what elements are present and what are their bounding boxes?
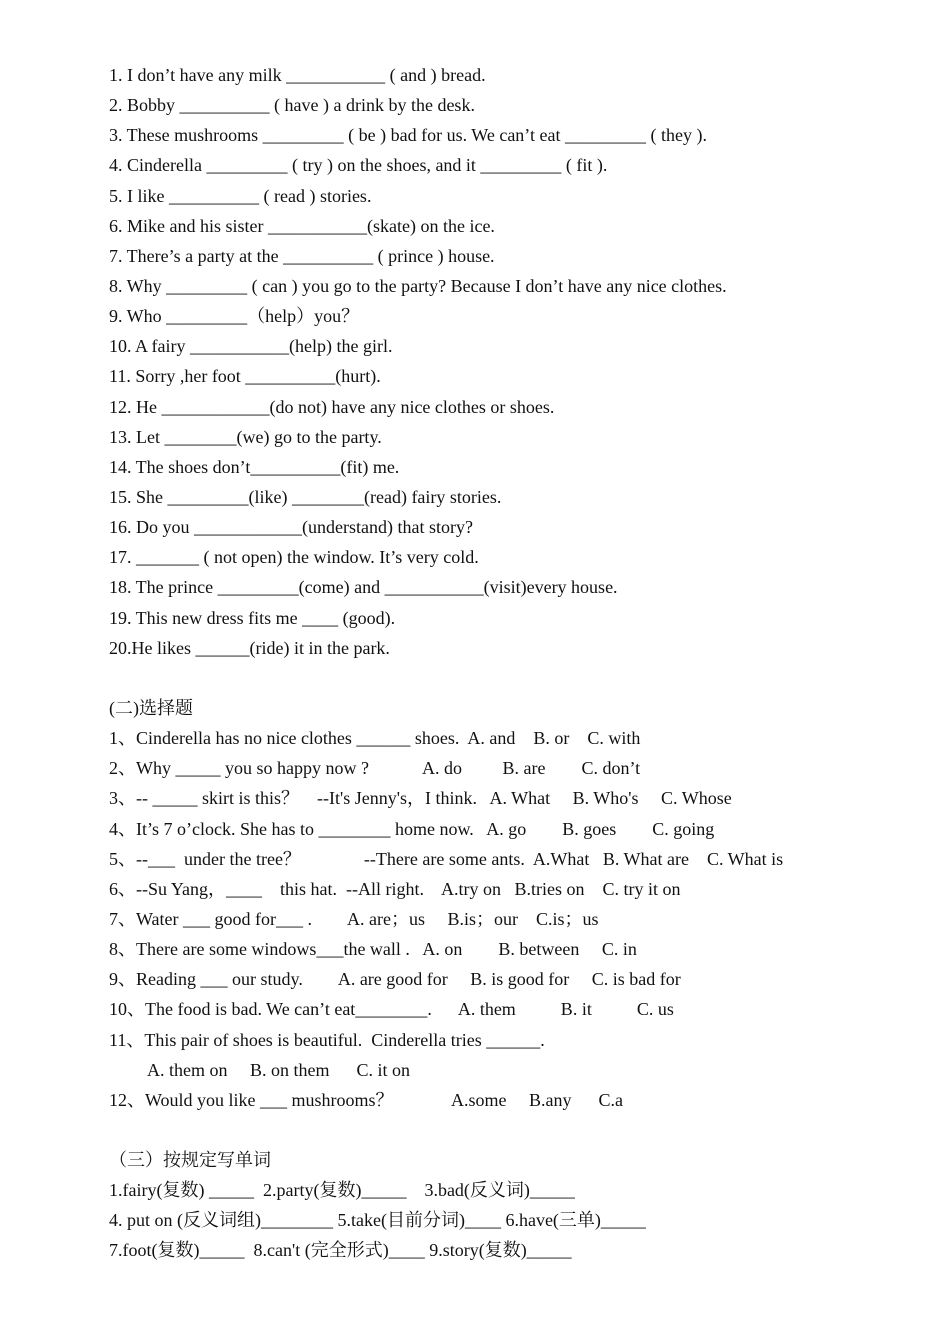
choice-question-2: 2、Why _____ you so happy now ? A. do B. are C. don’t	[109, 758, 641, 779]
section-spacer	[109, 663, 909, 693]
question-16: 16. Do you ____________(understand) that story?	[109, 517, 473, 538]
section-heading: (二)选择题	[109, 697, 193, 718]
choice-question-4: 4、It’s 7 o’clock. She has to ________ home now. A. go B. goes C. going	[109, 818, 715, 839]
multiple-choice-section	[109, 693, 909, 1115]
choice-question-3: 3、-- _____ skirt is this？ --It's Jenny's，I think. A. What B. Who's C. Whose	[109, 788, 732, 809]
choice-question-11: 11、This pair of shoes is beautiful. Cinderella tries ______.	[109, 1029, 545, 1050]
word-form-row-2: 4. put on (反义词组)________ 5.take(目前分词)____ 6.have(三单)_____	[109, 1210, 646, 1231]
question-12: 12. He ____________(do not) have any nice clothes or shoes.	[109, 396, 555, 417]
question-18: 18. The prince _________(come) and ___________(visit)every house.	[109, 577, 618, 598]
word-form-section	[109, 1145, 909, 1266]
section-heading: （三）按规定写单词	[109, 1150, 271, 1171]
word-form-row-1: 1.fairy(复数) _____ 2.party(复数)_____ 3.bad(反义词)_____	[109, 1180, 575, 1201]
choice-question-5: 5、--___ under the tree？ --There are some ants. A.What B. What are C. What is	[109, 848, 784, 869]
question-20: 20.He likes ______(ride) it in the park.	[109, 637, 390, 658]
question-5: 5. I like __________ ( read ) stories.	[109, 185, 372, 206]
choice-question-8: 8、There are some windows___the wall . A. on B. between C. in	[109, 939, 637, 960]
choice-question-6: 6、--Su Yang，____ this hat. --All right. A.try on B.tries on C. try it on	[109, 878, 681, 899]
choice-question-1: 1、Cinderella has no nice clothes ______ shoes. A. and B. or C. with	[109, 728, 641, 749]
question-2: 2. Bobby __________ ( have ) a drink by the desk.	[109, 95, 475, 116]
question-8: 8. Why _________ ( can ) you go to the party? Because I don’t have any nice clothes.	[109, 275, 727, 296]
question-10: 10. A fairy ___________(help) the girl.	[109, 336, 393, 357]
choice-question-11-options: A. them on B. on them C. it on	[147, 1059, 410, 1080]
question-1: 1. I don’t have any milk ___________ ( and ) bread.	[109, 65, 486, 85]
question-14: 14. The shoes don’t__________(fit) me.	[109, 456, 400, 477]
question-4: 4. Cinderella _________ ( try ) on the shoes, and it _________ ( fit ).	[109, 155, 608, 176]
question-17: 17. _______ ( not open) the window. It’s very cold.	[109, 547, 479, 568]
word-form-row-3: 7.foot(复数)_____ 8.can't (完全形式)____ 9.story(复数)_____	[109, 1240, 572, 1261]
choice-question-10: 10、The food is bad. We can’t eat________. A. them B. it C. us	[109, 999, 674, 1020]
choice-question-12: 12、Would you like ___ mushrooms？ A.some B.any C.a	[109, 1089, 624, 1110]
question-19: 19. This new dress fits me ____ (good).	[109, 607, 396, 628]
question-13: 13. Let ________(we) go to the party.	[109, 426, 382, 447]
question-15: 15. She _________(like) ________(read) fairy stories.	[109, 486, 502, 507]
question-6: 6. Mike and his sister ___________(skate) on the ice.	[109, 215, 495, 236]
fill-in-blank-section	[109, 60, 909, 663]
section-spacer	[109, 1115, 909, 1145]
question-11: 11. Sorry ,her foot __________(hurt).	[109, 366, 381, 387]
choice-question-9: 9、Reading ___ our study. A. are good for B. is good for C. is bad for	[109, 969, 681, 990]
worksheet-page	[109, 60, 909, 1266]
choice-question-7: 7、Water ___ good for___ . A. are；us B.is；our C.is；us	[109, 908, 599, 929]
question-3: 3. These mushrooms _________ ( be ) bad for us. We can’t eat _________ ( they ).	[109, 125, 707, 146]
question-9: 9. Who _________（help）you？	[109, 306, 360, 327]
question-7: 7. There’s a party at the __________ ( prince ) house.	[109, 245, 495, 266]
